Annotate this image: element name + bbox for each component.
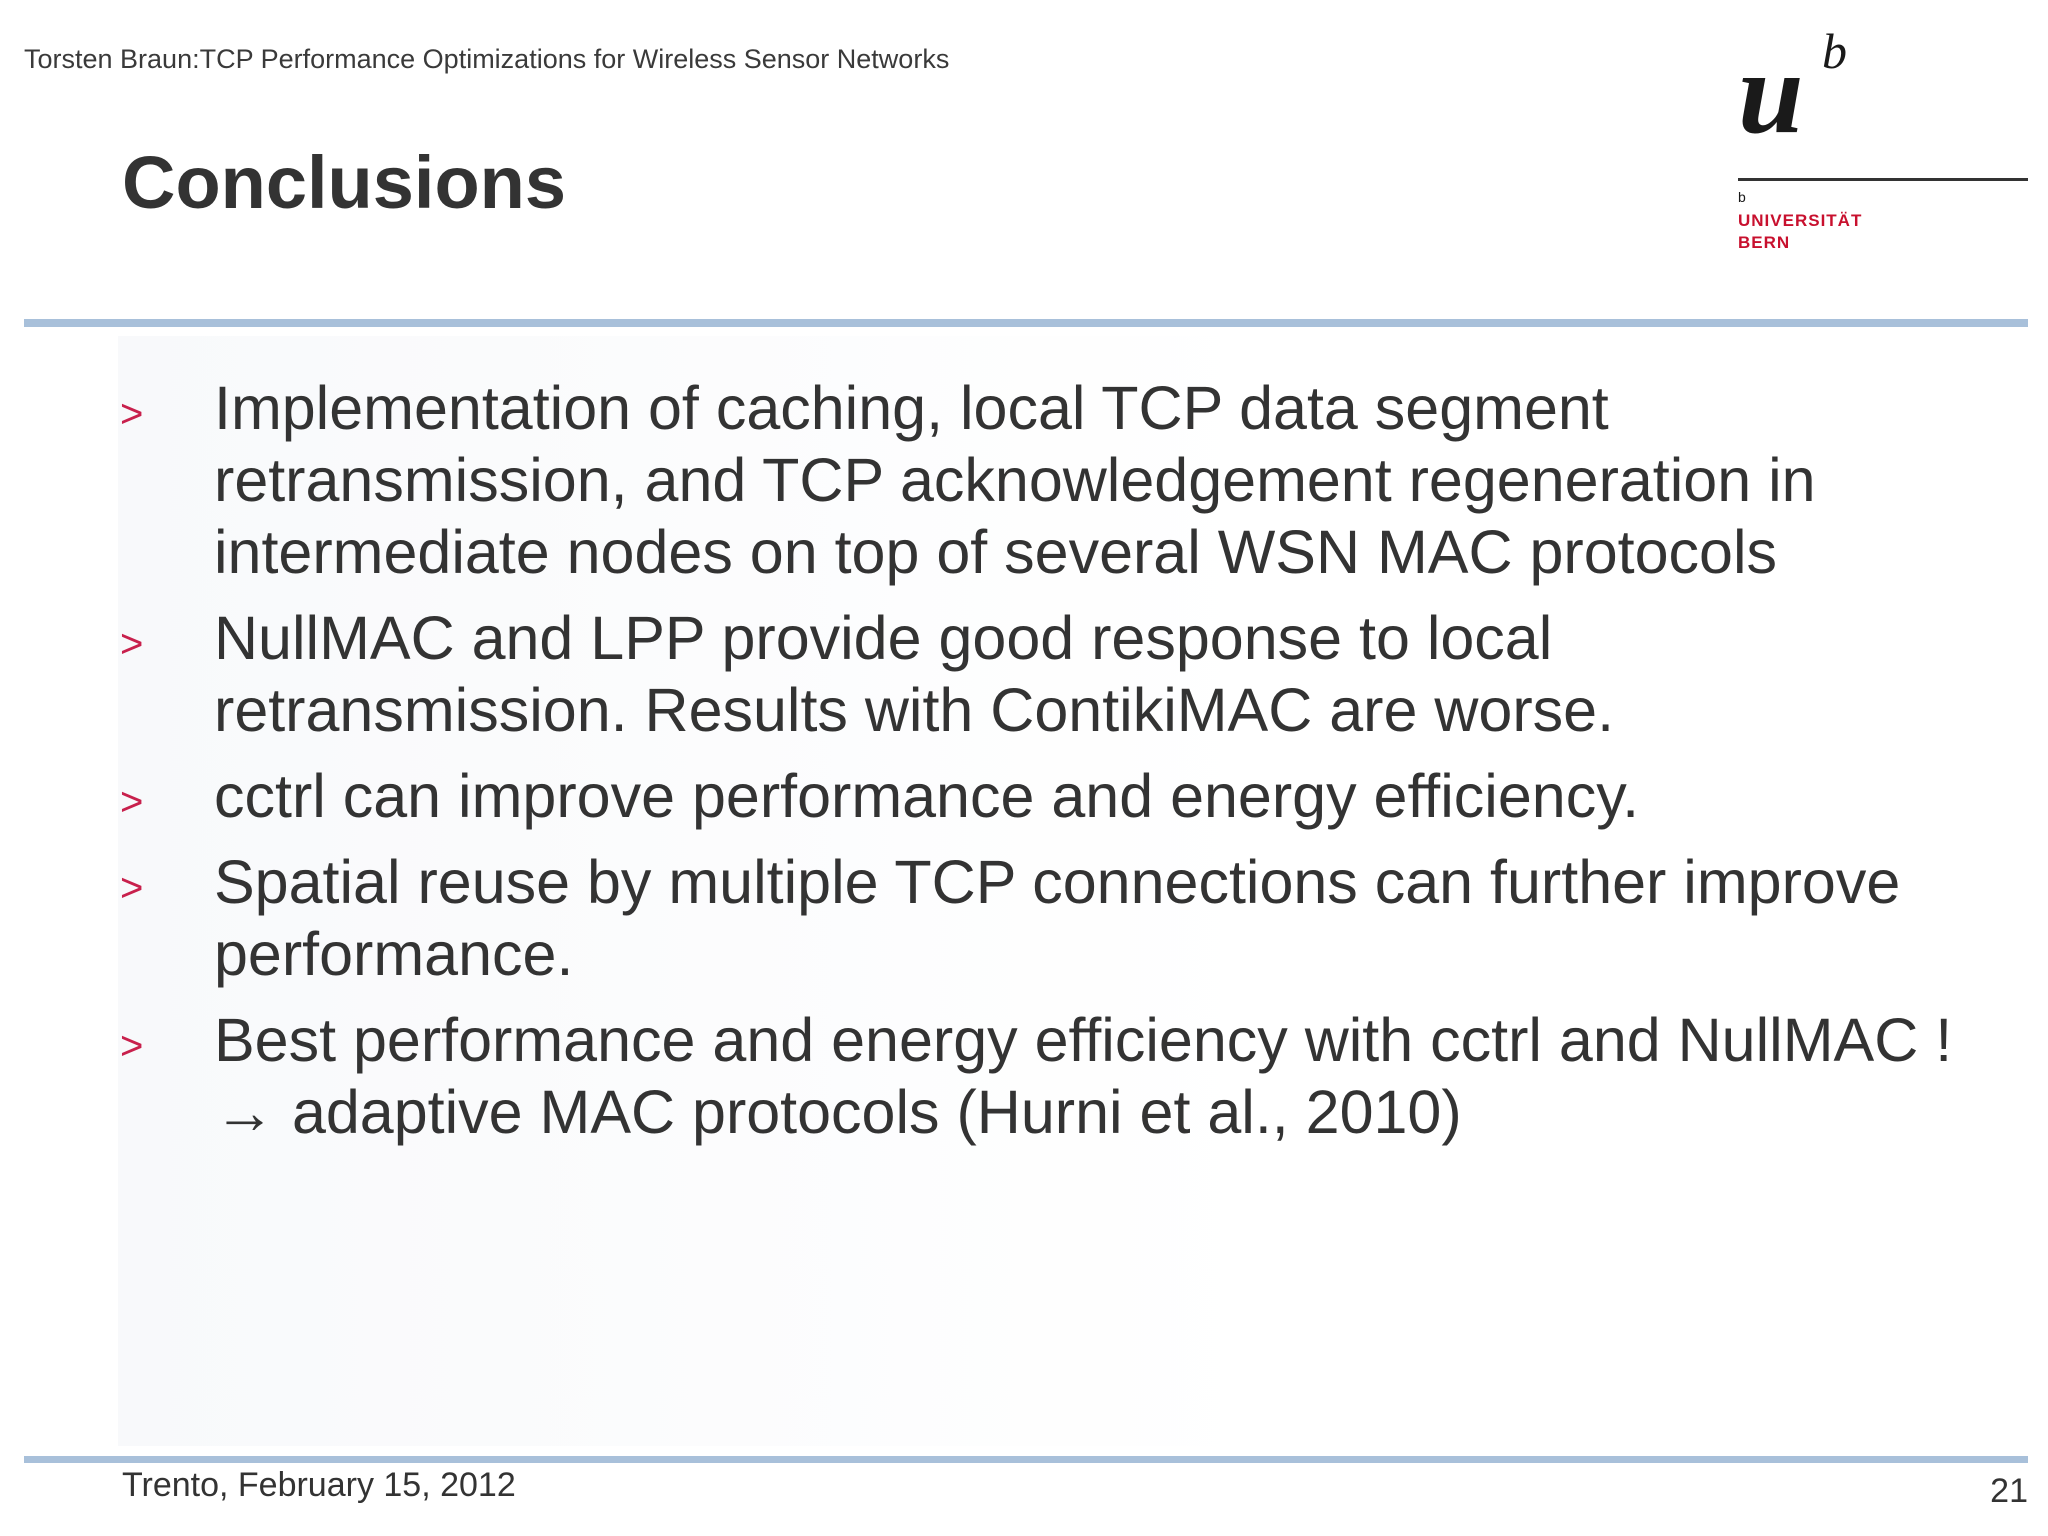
logo-line-universitat: UNIVERSITÄT: [1738, 211, 1863, 230]
logo-line-bern: BERN: [1738, 233, 1791, 252]
bullet-chevron-icon: >: [120, 780, 144, 824]
list-item: [118, 1004, 2018, 1148]
presentation-caption: Torsten Braun:TCP Performance Optimizations for Wireless Sensor Networks: [24, 44, 950, 74]
logo-superscript-b: b: [1822, 23, 1847, 79]
logo-small-b: b: [1738, 189, 1746, 205]
list-item: [118, 372, 2018, 588]
bullet-chevron-icon: >: [120, 622, 144, 666]
bullet-text: NullMAC and LPP provide good response to local retransmission. Results with ContikiMAC are worse.: [214, 604, 1615, 744]
bullet-text: Implementation of caching, local TCP data segment retransmission, and TCP acknowledgement regeneration in intermediate nodes on top of several WSN MAC protocols: [214, 374, 1816, 586]
footer-divider: [24, 1456, 2028, 1463]
bullet-chevron-icon: >: [120, 1024, 144, 1068]
bullet-text: Best performance and energy efficiency with cctrl and NullMAC ! → adaptive MAC protocols (Hurni et al., 2010): [214, 1006, 1953, 1146]
page-number: 21: [1990, 1472, 2028, 1510]
conclusion-list: [118, 372, 2018, 1162]
university-logo: [1730, 20, 2030, 260]
bullet-text: Spatial reuse by multiple TCP connections can further improve performance.: [214, 848, 1901, 988]
list-item: [118, 602, 2018, 746]
slide-title: Conclusions: [122, 141, 567, 224]
header-divider: [24, 319, 2028, 327]
list-item: [118, 846, 2018, 990]
logo-u-glyph: u: [1738, 27, 1804, 158]
list-item: [118, 760, 2018, 832]
bullet-text: cctrl can improve performance and energy efficiency.: [214, 762, 1640, 830]
bullet-chevron-icon: >: [120, 866, 144, 910]
bullet-chevron-icon: >: [120, 392, 144, 436]
footer-location-date: Trento, February 15, 2012: [122, 1466, 516, 1504]
